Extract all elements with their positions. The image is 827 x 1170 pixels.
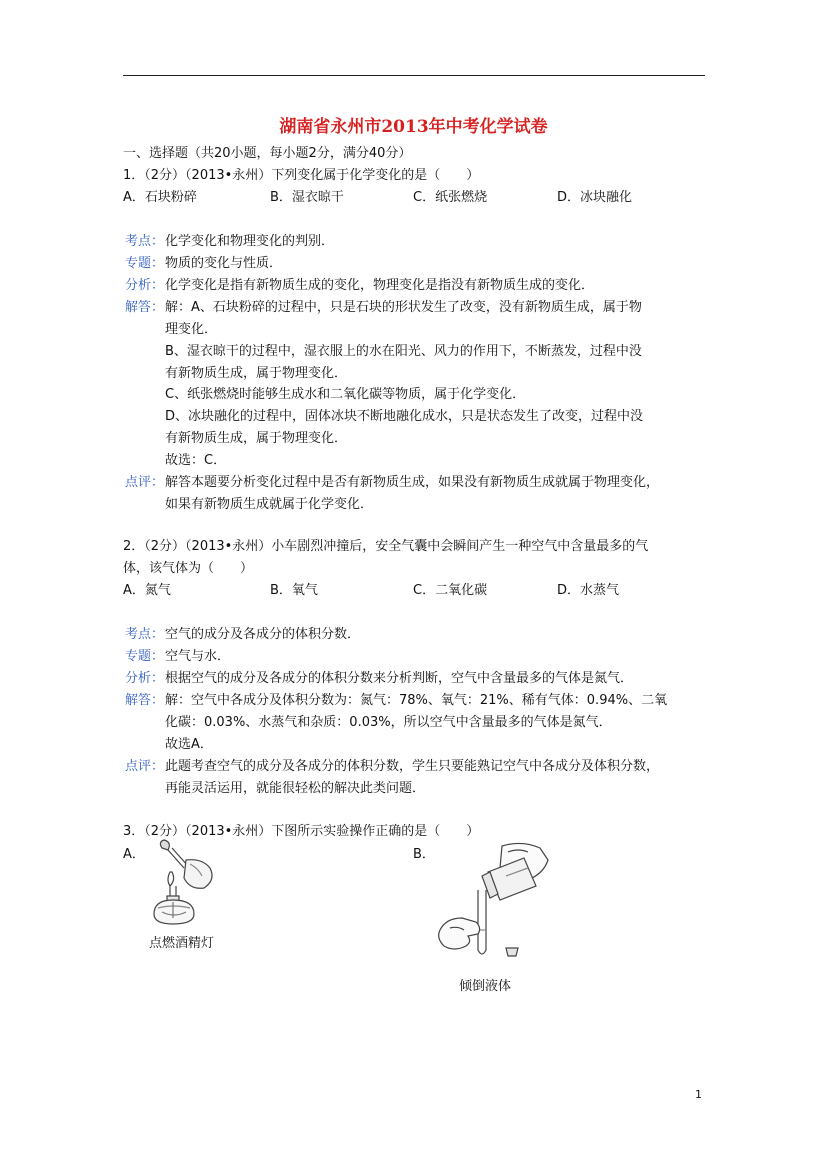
pouring-liquid-figure (432, 838, 554, 970)
q2-option-d: D．水蒸气 (557, 583, 620, 598)
q1-fenxi: 化学变化是指有新物质生成的变化，物理变化是指没有新物质生成的变化． (165, 278, 595, 293)
q2-fenxi: 根据空气的成分及各成分的体积分数来分析判断，空气中含量最多的气体是氮气． (165, 671, 634, 686)
q2-jieda-label: 解答： (125, 693, 165, 708)
q2-dianping-line: 再能灵活运用，就能很轻松的解决此类问题． (165, 781, 426, 796)
header-rule (123, 75, 705, 76)
q3-stem: 3．（2分）（2013•永州）下图所示实验操作正确的是（ ） (123, 824, 480, 839)
q2-option-c: C．二氧化碳 (413, 583, 488, 598)
q1-fenxi-label: 分析： (125, 278, 165, 293)
q1-option-c: C．纸张燃烧 (413, 190, 488, 205)
q1-option-a: A．石块粉碎 (123, 190, 197, 205)
q2-stem-line: 2．（2分）（2013•永州）小车剧烈冲撞后，安全气囊中会瞬间产生一种空气中含量最多的气 (123, 539, 649, 554)
q1-jieda-line: 有新物质生成，属于物理变化． (165, 431, 348, 446)
q1-option-b: B．湿衣晾干 (270, 190, 344, 205)
q2-fenxi-label: 分析： (125, 671, 165, 686)
q2-zhuanti-label: 专题： (125, 649, 165, 664)
page-number: 1 (695, 1088, 702, 1101)
q2-jieda-line: 解：空气中各成分及体积分数为：氮气：78%、氧气：21%、稀有气体：0.94%、二氧 (165, 693, 668, 708)
q1-zhuanti-label: 专题： (125, 256, 165, 271)
alcohol-lamp-lighting-figure (140, 838, 250, 930)
q1-jieda-line: 理变化． (165, 322, 218, 337)
q2-jieda-line: 故选A． (165, 737, 213, 752)
q2-zhuanti: 空气与水． (165, 649, 231, 664)
q1-zhuanti: 物质的变化与性质． (165, 256, 283, 271)
q2-dianping-label: 点评： (125, 759, 165, 774)
section-heading: 一、选择题（共20小题，每小题2分，满分40分） (123, 146, 412, 161)
q2-stem-line: 体，该气体为（ ） (123, 561, 254, 576)
caption-alcohol-lamp: 点燃酒精灯 (149, 936, 215, 951)
q1-jieda-line: D、冰块融化的过程中，固体冰块不断地融化成水，只是状态发生了改变，过程中没 (165, 409, 644, 424)
q2-jieda-line: 化碳：0.03%、水蒸气和杂质：0.03%，所以空气中含量最多的气体是氮气． (165, 715, 612, 730)
q3-option-b: B． (413, 847, 435, 862)
q2-dianping-line: 此题考查空气的成分及各成分的体积分数，学生只要能熟记空气中各成分及体积分数， (165, 759, 660, 774)
q2-kaodian-label: 考点： (125, 627, 165, 642)
q1-jieda-line: 故选：C． (165, 453, 227, 468)
q2-option-b: B．氧气 (270, 583, 318, 598)
q1-jieda-line: B、湿衣晾干的过程中，湿衣服上的水在阳光、风力的作用下，不断蒸发，过程中没 (165, 344, 642, 359)
q1-jieda-line: 有新物质生成，属于物理变化． (165, 366, 348, 381)
q1-dianping-line: 解答本题要分析变化过程中是否有新物质生成，如果没有新物质生成就属于物理变化， (165, 475, 660, 490)
q3-option-a: A． (123, 847, 145, 862)
q1-kaodian-label: 考点： (125, 234, 165, 249)
q2-kaodian: 空气的成分及各成分的体积分数． (165, 627, 361, 642)
q1-stem: 1．（2分）（2013•永州）下列变化属于化学变化的是（ ） (123, 168, 480, 183)
exam-title: 湖南省永州市2013年中考化学试卷 (279, 117, 548, 137)
caption-pouring-liquid: 倾倒液体 (459, 979, 512, 994)
q2-option-a: A．氮气 (123, 583, 171, 598)
q1-jieda-label: 解答： (125, 300, 165, 315)
q1-kaodian: 化学变化和物理变化的判别． (165, 234, 335, 249)
q1-jieda-line: C、纸张燃烧时能够生成水和二氧化碳等物质，属于化学变化． (165, 387, 526, 402)
q1-jieda-line: 解：A、石块粉碎的过程中，只是石块的形状发生了改变，没有新物质生成，属于物 (165, 300, 642, 315)
q1-option-d: D．冰块融化 (557, 190, 633, 205)
q1-dianping-line: 如果有新物质生成就属于化学变化． (165, 497, 374, 512)
q1-dianping-label: 点评： (125, 475, 165, 490)
